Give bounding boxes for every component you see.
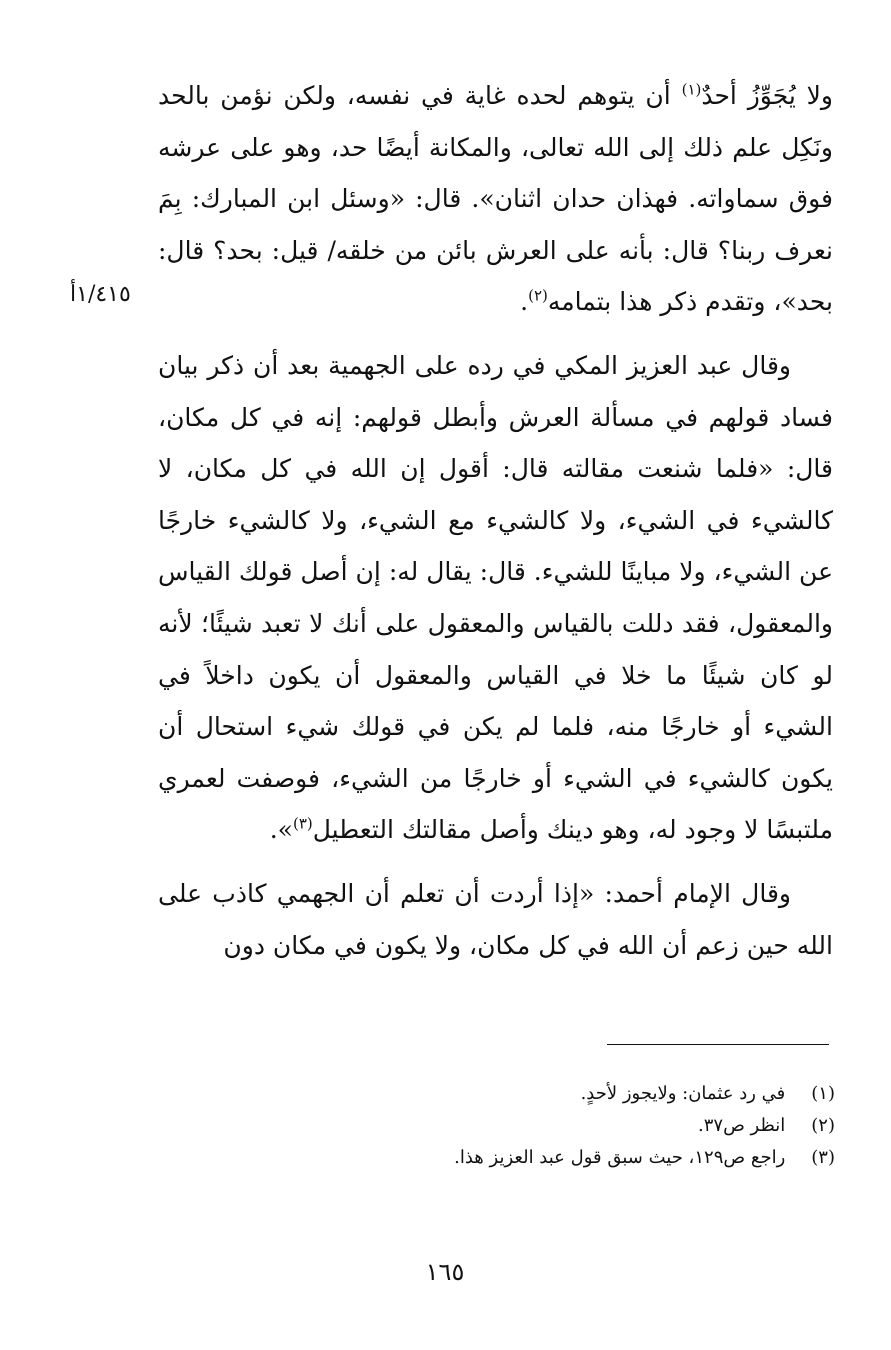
manuscript-folio-marker: ١/٤١٥أ bbox=[70, 282, 131, 307]
text-segment: ». bbox=[269, 815, 293, 845]
text-segment: وقال الإمام أحمد: «إذا أردت أن تعلم أن الجهمي كاذب على الله حين زعم أن الله في كل مكان، ولا يكون في مكان دون bbox=[158, 878, 833, 960]
page-number: ١٦٥ bbox=[425, 1258, 465, 1286]
footnote bbox=[200, 1142, 835, 1174]
footnote-reference: (٣) bbox=[292, 814, 313, 833]
paragraph bbox=[158, 70, 833, 328]
text-segment: ولا يُجَوِّزُ أحدٌ bbox=[701, 81, 833, 110]
paragraph bbox=[158, 340, 833, 856]
footnote-number: (١) bbox=[811, 1083, 835, 1104]
footnote bbox=[200, 1078, 835, 1110]
footnote-reference: (١) bbox=[681, 80, 702, 99]
footnote-text: راجع ص١٢٩، حيث سبق قول عبد العزيز هذا. bbox=[454, 1147, 786, 1168]
footnote-separator bbox=[607, 1044, 829, 1045]
footnote-reference: (٢) bbox=[528, 287, 548, 306]
footnote-text: انظر ص٣٧. bbox=[697, 1115, 786, 1136]
text-segment: أن يتوهم لحده غاية في نفسه، ولكن نؤمن بالحد ونَكِل علم ذلك إلى الله تعالى، والمكانة أيضًا حد، وهو على عرشه فوق سماواته. فهذان حدان اثنان». قال: «وسئل ابن المبارك: بِمَ نعرف ربنا؟ قال: بأنه على العرش بائن من خلقه/ قيل: بحد؟ قال: بحد»، وتقدم ذكر هذا بتمامه bbox=[158, 81, 833, 317]
text-segment: . bbox=[520, 287, 529, 317]
paragraph bbox=[158, 868, 833, 971]
footnote bbox=[200, 1110, 835, 1142]
footnote-number: (٢) bbox=[811, 1115, 835, 1136]
main-text bbox=[158, 70, 833, 971]
text-segment: وقال عبد العزيز المكي في رده على الجهمية بعد أن ذكر بيان فساد قولهم في مسألة العرش وأبطل قولهم: إنه في كل مكان، قال: «فلما شنعت مقالته قال: أقول إن الله في كل مكان، لا كالشيء في الشيء، ولا كالشيء مع الشيء، ولا كالشيء خارجًا عن الشيء، ولا مباينًا للشيء. قال: يقال له: إن أصل قولك القياس والمعقول، فقد دللت بالقياس والمعقول على أنك لا تعبد شيئًا؛ لأنه لو كان شيئًا ما خلا في القياس والمعقول أن يكون داخلاً في الشيء أو خارجًا منه، فلما لم يكن في قولك شيء استحال أن يكون كالشيء في الشيء أو خارجًا من الشيء، فوصفت لعمري ملتبسًا لا وجود له، وهو دينك وأصل مقالتك التعطيل bbox=[158, 350, 833, 845]
footnotes bbox=[200, 1078, 835, 1174]
footnote-text: في رد عثمان: ولايجوز لأحدٍ. bbox=[580, 1083, 786, 1104]
footnote-number: (٣) bbox=[811, 1147, 835, 1168]
